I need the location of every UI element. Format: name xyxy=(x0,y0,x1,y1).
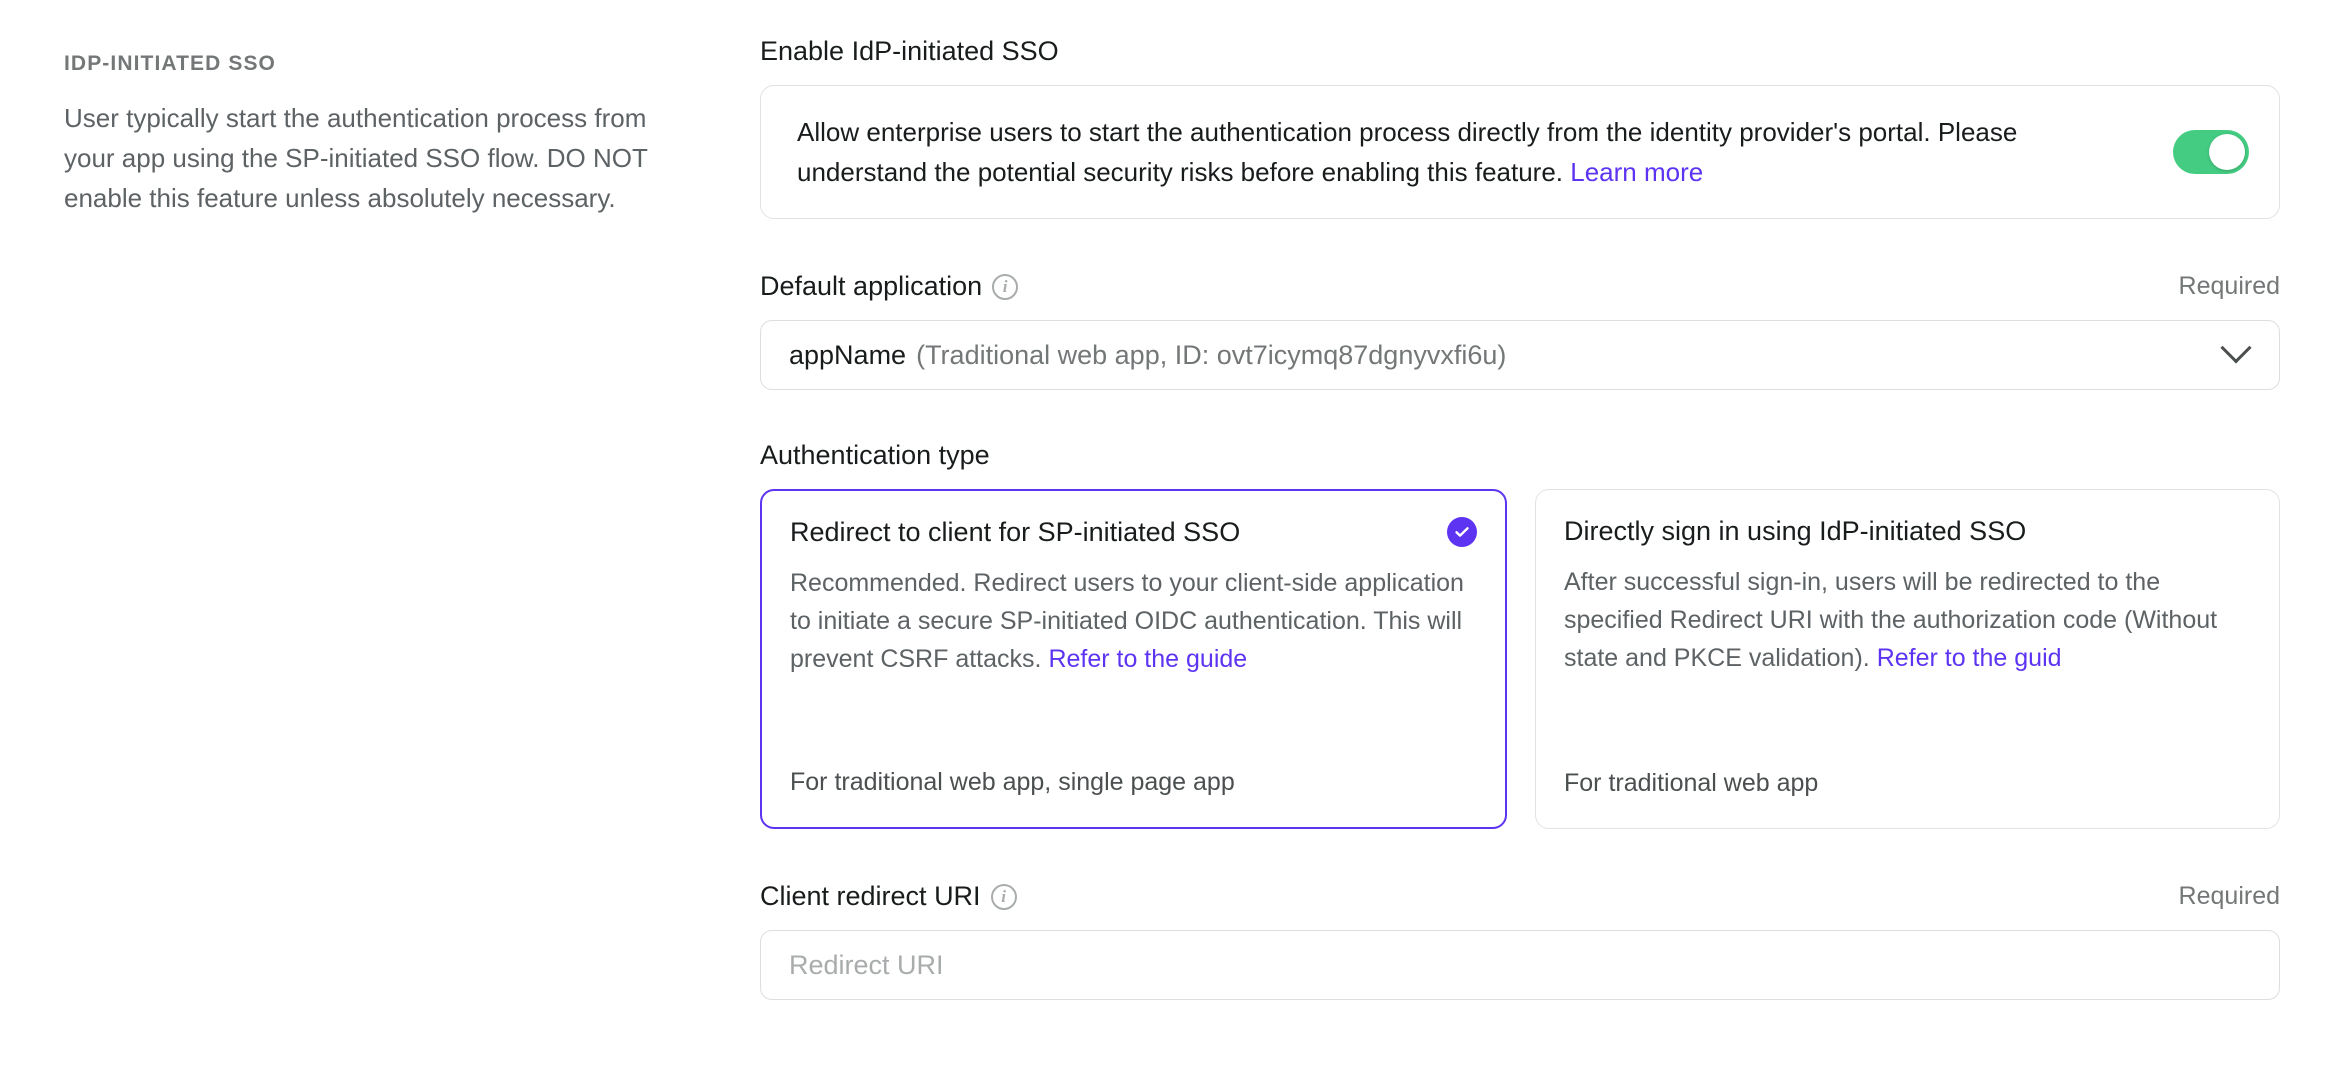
enable-sso-description: Allow enterprise users to start the authentication process directly from the identity provider's portal. Please understand the potential security risks before enabling this feature. xyxy=(797,117,2018,187)
check-icon xyxy=(1447,517,1477,547)
info-icon[interactable]: i xyxy=(991,884,1017,910)
client-redirect-uri-label-wrapper xyxy=(760,881,1017,912)
section-eyebrow: IDP-INITIATED SSO xyxy=(64,52,276,75)
default-application-select[interactable] xyxy=(760,320,2280,390)
default-application-label-wrapper xyxy=(760,271,1018,302)
auth-option-description-text: After successful sign-in, users will be redirected to the specified Redirect URI with the authorization code (Without state and PKCE validation). xyxy=(1564,568,2218,672)
enable-sso-label: Enable IdP-initiated SSO xyxy=(760,36,1059,66)
default-application-label: Default application xyxy=(760,271,983,301)
auth-option-footer: For traditional web app, single page app xyxy=(790,768,1235,796)
client-redirect-uri-label: Client redirect URI xyxy=(760,881,981,911)
section-description: User typically start the authentication process from your app using the SP-initiated SSO flow. DO NOT enable this feature unless absolutely necessary. xyxy=(64,103,648,213)
learn-more-link[interactable]: Learn more xyxy=(1570,157,1704,187)
auth-option-footer: For traditional web app xyxy=(1564,769,1819,797)
client-redirect-uri-required-tag: Required xyxy=(2178,882,2280,910)
auth-option-description xyxy=(790,564,1475,678)
section-info-column xyxy=(0,36,760,1000)
auth-option-direct-sign-in[interactable] xyxy=(1535,489,2280,829)
enable-sso-description-wrapper xyxy=(797,112,2149,192)
settings-column xyxy=(760,36,2336,1000)
auth-option-title: Redirect to client for SP-initiated SSO xyxy=(790,517,1241,547)
toggle-knob xyxy=(2209,134,2245,170)
enable-sso-card xyxy=(760,85,2280,219)
auth-option-redirect-to-client[interactable] xyxy=(760,489,1507,829)
default-application-required-tag: Required xyxy=(2178,272,2280,300)
auth-option-description-text: Recommended. Redirect users to your client-side application to initiate a secure SP-initiated OIDC authentication. This will prevent CSRF attacks. xyxy=(790,569,1464,673)
client-redirect-uri-input[interactable] xyxy=(760,930,2280,1000)
enable-sso-toggle[interactable] xyxy=(2173,130,2249,174)
default-application-label-row xyxy=(760,271,2280,302)
auth-option-guide-link[interactable]: Refer to the guid xyxy=(1876,644,2062,672)
auth-option-title: Directly sign in using IdP-initiated SSO xyxy=(1564,516,2027,546)
authentication-type-label: Authentication type xyxy=(760,440,990,470)
auth-option-description xyxy=(1564,563,2249,677)
client-redirect-uri-label-row xyxy=(760,881,2280,912)
authentication-type-options xyxy=(760,489,2280,829)
default-application-select-text xyxy=(789,340,2225,371)
chevron-down-icon xyxy=(2220,332,2251,363)
info-icon[interactable]: i xyxy=(992,274,1018,300)
default-application-value-hint: (Traditional web app, ID: ovt7icymq87dgnyvxfi6u) xyxy=(916,339,1507,370)
default-application-value: appName xyxy=(789,339,907,370)
auth-option-guide-link[interactable]: Refer to the guide xyxy=(1048,645,1248,673)
